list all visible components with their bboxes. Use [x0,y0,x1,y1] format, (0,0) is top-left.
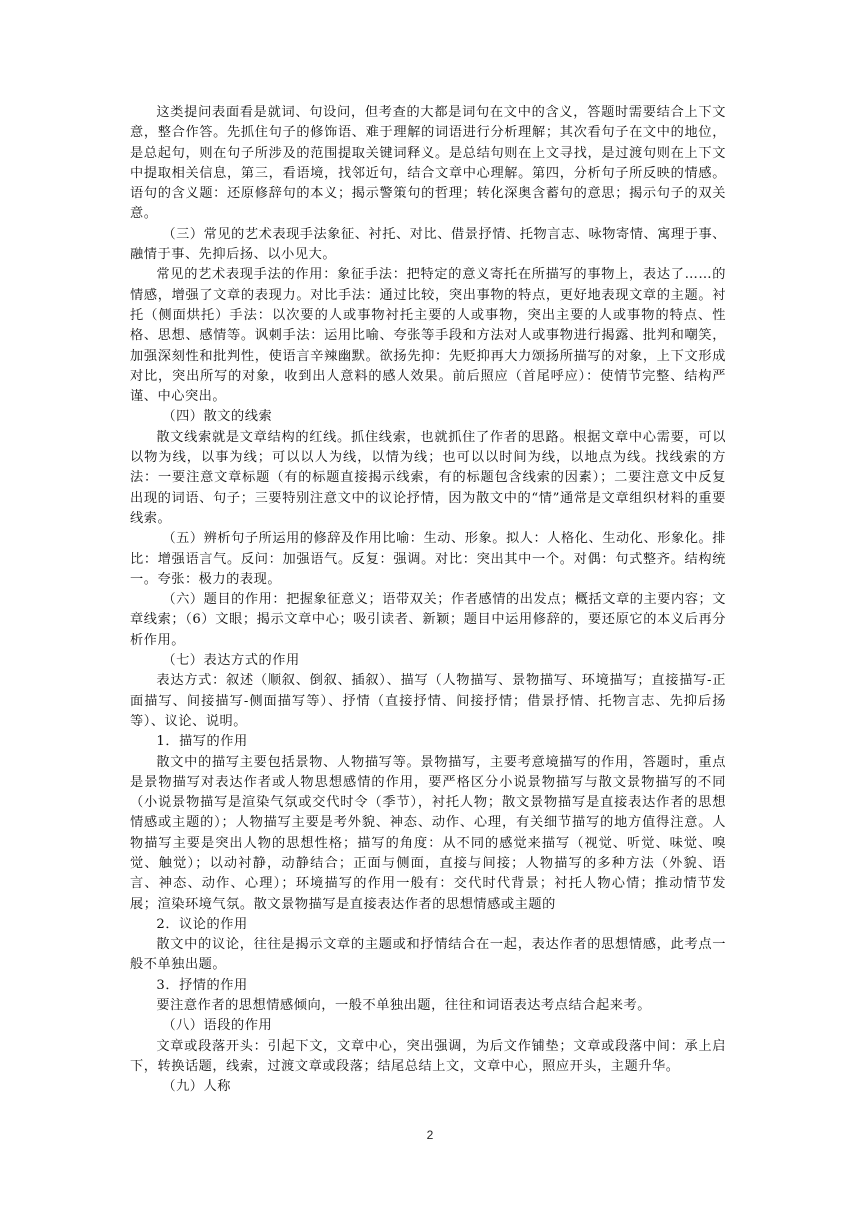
body-text [130,103,726,1098]
paragraph-lyric: 要注意作者的思想情感倾向，一般不单独出题，往往和词语表达考点结合起来考。 [156,998,651,1014]
paragraph-prose-clues: 散文线索就是文章结构的红线。抓住线索，也就抓住了作者的思路。根据文章中心需要，可以以物为线，以事为线；可以以人为线，以情为线；也可以以时间为线，以地点为线。找线索的方法：一要注意文章标题（有的标题直接揭示线索，有的标题包含线索的因素）；二要注意文中反复出现的词语、句子；三要特别注意文中的议论抒情，因为散文中的“情”通常是文章组织材料的重要线索。 [130,429,726,526]
paragraph-technique-effects: 常见的艺术表现手法的作用：象征手法：把特定的意义寄托在所描写的事物上，表达了……的情感，增强了文章的表现力。对比手法：通过比较，突出事物的特点，更好地表现文章的主题。衬托（侧面烘托）手法：以次要的人或事物衬托主要的人或事物，突出主要的人或事物的特点、性格、思想、感情等。讽刺手法：运用比喻、夸张等手段和方法对人或事物进行揭露、批判和嘲笑，加强深刻性和批判性，使语言辛辣幽默。欲扬先抑：先贬抑再大力颂扬所描写的对象，上下文形成对比，突出所写的对象，收到出人意料的感人效果。前后照应（首尾呼应）：使情节完整、结构严谨、中心突出。 [130,267,726,405]
heading-prose-clues: （四）散文的线索 [162,409,273,425]
heading-art-techniques: （三）常见的艺术表现手法象征、衬托、对比、借景抒情、托物言志、咏物寄情、寓理于事、融情于事、先抑后扬、以小见大。 [130,226,726,263]
subheading-argument: 2．议论的作用 [156,916,248,932]
paragraph-sentence-meaning: 这类提问表面看是就词、句设问，但考查的大都是词句在文中的含义，答题时需要结合上下文意，整合作答。先抓住句子的修饰语、难于理解的词语进行分析理解；其次看句子在文中的地位，是总起句，则在句子所涉及的范围提取关键词释义。是总结句则在上文寻找，是过渡句则在上下文中提取相关信息，第三，看语境，找邻近句，结合文章中心理解。第四，分析句子所反映的情感。语句的含义题：还原修辞句的本义；揭示警策句的哲理；转化深奥含蓄句的意思；揭示句子的双关意。 [130,105,726,222]
subheading-description: 1．描写的作用 [156,734,248,750]
heading-expression-modes: （七）表达方式的作用 [162,653,300,669]
paragraph-paragraph-function: 文章或段落开头：引起下文，文章中心，突出强调，为后文作铺垫；文章或段落中间：承上启下，转换话题，线索，过渡文章或段落；结尾总结上文，文章中心，照应开头，主题升华。 [130,1038,726,1074]
page-number: 2 [426,1128,434,1142]
heading-rhetoric: （五）辨析句子所运用的修辞及作用比喻：生动、形象。拟人：人格化、生动化、形象化。排比：增强语言气。反问：加强语气。反复：强调。对比：突出其中一个。对偶：句式整齐。结构统一。夸张：极力的表现。 [130,531,726,587]
heading-title-function: （六）题目的作用：把握象征意义；语带双关；作者感情的出发点；概括文章的主要内容；文章线索；（6）文眼；揭示文章中心；吸引读者、新颖；题目中运用修辞的，要还原它的本义后再分析作用。 [130,592,726,648]
paragraph-expression-modes: 表达方式：叙述（顺叙、倒叙、插叙）、描写（人物描写、景物描写、环境描写；直接描写-正面描写、间接描写-侧面描写等）、抒情（直接抒情、间接抒情；借景抒情、托物言志、先抑后扬等）、议论、说明。 [130,673,726,729]
paragraph-argument: 散文中的议论，往往是揭示文章的主题或和抒情结合在一起，表达作者的思想情感，此考点一般不单独出题。 [130,937,726,973]
heading-person: （九）人称 [162,1079,232,1095]
heading-paragraph-function: （八）语段的作用 [162,1018,273,1034]
paragraph-description: 散文中的描写主要包括景物、人物描写等。景物描写，主要考意境描写的作用，答题时，重点是景物描写对表达作者或人物思想感情的作用，要严格区分小说景物描写与散文景物描写的不同（小说景物描写是渲染气氛或交代时令（季节），衬托人物；散文景物描写是直接表达作者的思想情感或主题的）；人物描写主要是考外貌、神态、动作、心理，有关细节描写的地方值得注意。人物描写主要是突出人物的思想性格；描写的角度：从不同的感觉来描写（视觉、听觉、味觉、嗅觉、触觉）；以动衬静，动静结合；正面与侧面，直接与间接；人物描写的多种方法（外貌、语言、神态、动作、心理）；环境描写的作用一般有：交代时代背景；衬托人物心情；推动情节发展；渲染环境气氛。散文景物描写是直接表达作者的思想情感或主题的 [130,754,726,912]
subheading-lyric: 3．抒情的作用 [156,977,248,993]
